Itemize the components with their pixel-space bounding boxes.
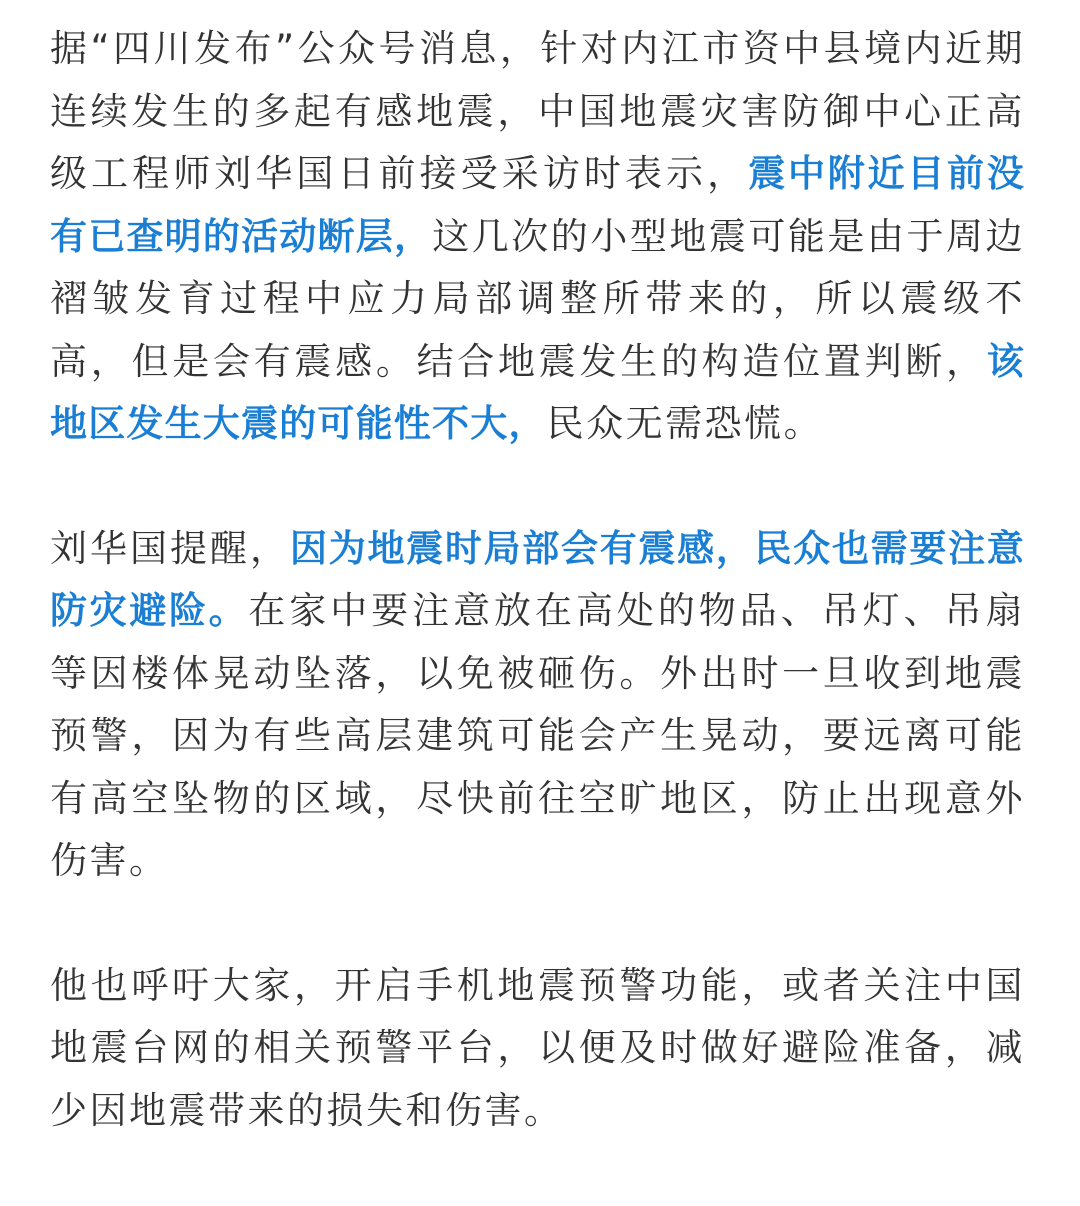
text-segment: 这几次的小型地震可能是由于周边褶皱发育过程中应力局部调整所带来的，所以震级不高，但是会有震感。结合地震发生的构造位置判断， [50,214,1026,383]
paragraph-3 [50,955,1025,1143]
text-segment: 刘华国提醒， [50,526,291,570]
text-segment: 据“四川发布”公众号消息，针对内江市资中县境内近期连续发生的多起有感地震，中国地震灾害防御中心正高级工程师刘华国日前接受采访时表示， [50,27,1025,195]
text-segment: 在家中要注意放在高处的物品、吊灯、吊扇等因楼体晃动坠落，以免被砸伤。外出时一旦收到地震预警，因为有些高层建筑可能会产生晃动，要远离可能有高空坠物的区域，尽快前往空旷地区，防止出现意外伤害。 [50,589,1026,882]
highlight-segment: 该地区发生大震的可能性不大， [50,339,1025,445]
paragraph-1 [50,18,1025,456]
highlight-segment: 震中附近目前没有已查明的活动断层， [50,152,1026,258]
article-body [50,18,1025,1142]
text-segment: 民众无需恐慌。 [546,402,824,445]
text-segment: 他也呼吁大家，开启手机地震预警功能，或者关注中国地震台网的相关预警平台，以便及时做好避险准备，减少因地震带来的损失和伤害。 [50,963,1025,1132]
paragraph-2 [50,518,1025,893]
highlight-segment: 因为地震时局部会有震感，民众也需要注意防灾避险。 [50,526,1025,632]
